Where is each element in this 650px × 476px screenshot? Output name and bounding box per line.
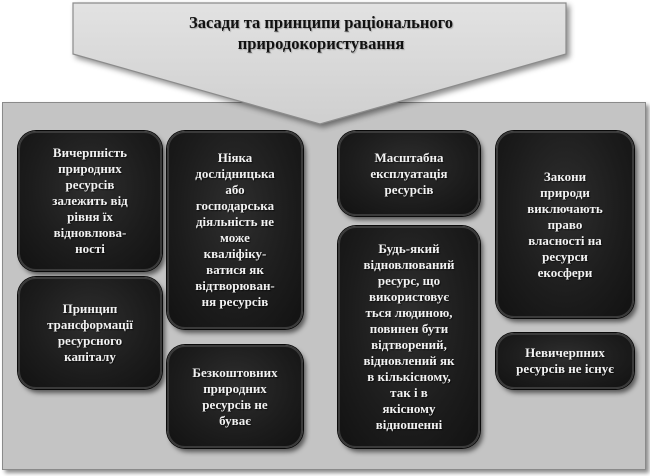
principle-box-large-scale-exploitation (338, 131, 480, 216)
principle-box-text: Принцип трансформації ресурсного капіталу (47, 301, 133, 364)
principle-box-text: Масштабна експлуатація ресурсів (370, 149, 448, 197)
principle-box-text: Безкоштовних природних ресурсів не буває (192, 364, 278, 428)
diagram-title (80, 12, 562, 54)
principle-box-renewable-reproduction (338, 226, 480, 448)
diagram-title-text: Засади та принципи раціонального природокористування (189, 13, 453, 53)
principle-box-text: Ніяка дослідницька або господарська діяльність не може кваліфіку- ватися як відтворюван- ня ресурсів (195, 150, 275, 309)
principle-box-no-free-resources (167, 345, 303, 448)
principle-box-capital-transformation (18, 277, 162, 389)
principle-box-text: Закони природи виключають право власності на ресурси екосфери (527, 168, 603, 280)
principle-box-text: Невичерпних ресурсів не існує (516, 345, 614, 376)
principle-box-no-inexhaustible-resources (496, 333, 634, 389)
principle-box-text: Вичерпність природних ресурсів залежить від рівня їх відновлюва- ності (52, 145, 128, 256)
principle-box-no-activity-reproduction (167, 131, 303, 329)
principle-box-exhaustibility (18, 131, 162, 271)
principle-box-laws-of-nature (496, 131, 634, 318)
principle-box-text: Будь-який відновлюваний ресурс, що використовує ться людиною, повинен бути відтворений, відновлений як в кількісному, так і в якісному відношенні (363, 241, 455, 432)
